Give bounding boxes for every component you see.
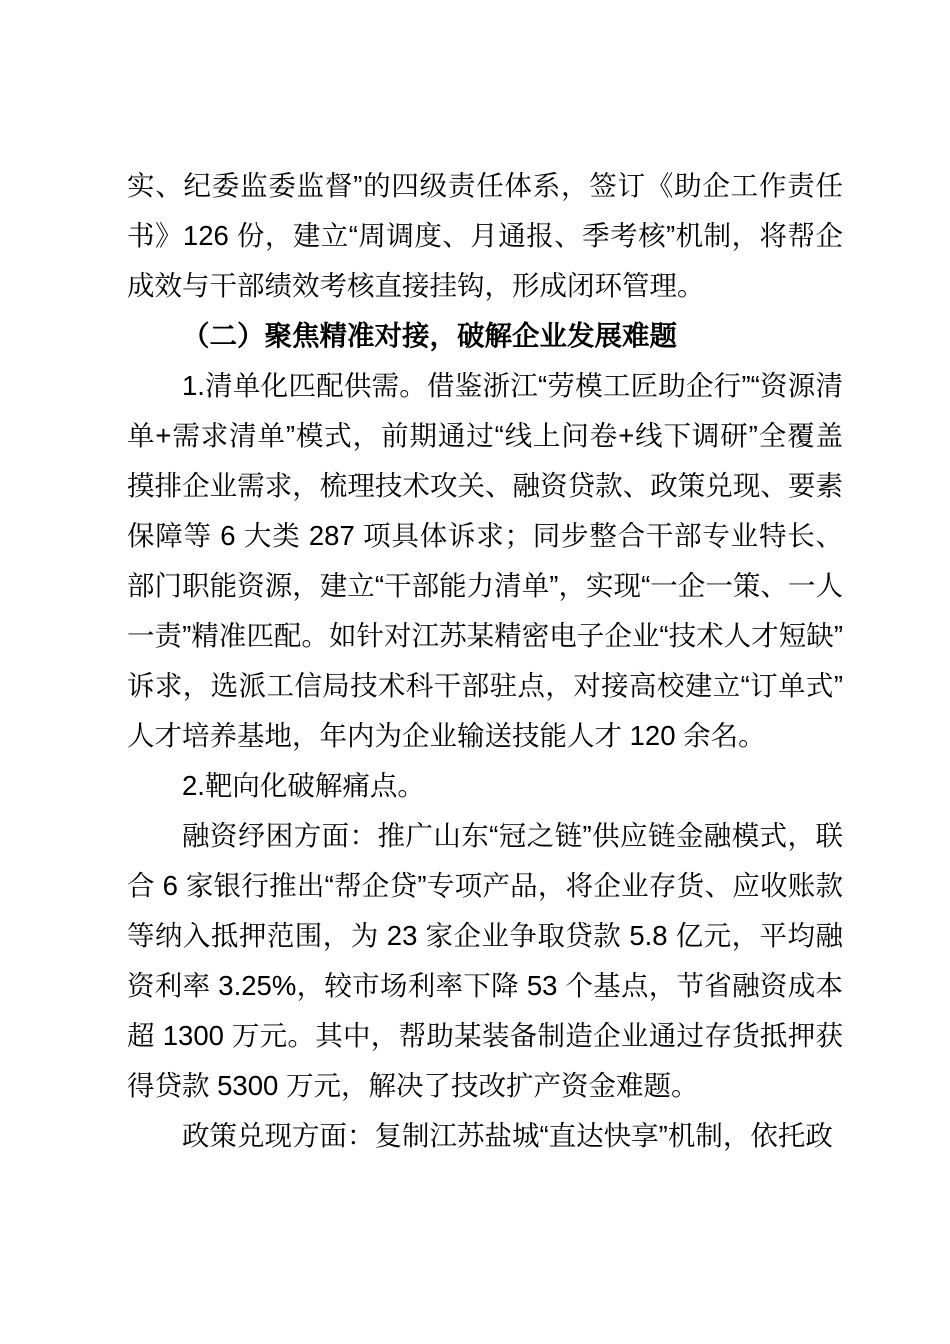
body-paragraph-financing: 融资纾困方面：推广山东“冠之链”供应链金融模式，联合 6 家银行推出“帮企贷”专项产品，将企业存货、应收账款等纳入抵押范围，为 23 家企业争取贷款 5.8 亿元，平均融资利率 3.25%，较市场利率下降 53 个基点，节省融资成本超 1300 万元。其中，帮助某装备制造企业通过存货抵押获得贷款 5300 万元，解决了技改扩产资金难题。 (127, 820, 843, 1101)
body-paragraph-point-2: 2.靶向化破解痛点。 (182, 770, 425, 801)
body-paragraph-continuation: 实、纪委监委监督”的四级责任体系，签订《助企工作责任书》126 份，建立“周调度、月通报、季考核”机制，将帮企成效与干部绩效考核直接挂钩，形成闭环管理。 (127, 170, 843, 301)
body-paragraph-point-1: 1.清单化匹配供需。借鉴浙江“劳模工匠助企行”“资源清单+需求清单”模式，前期通过“线上问卷+线下调研”全覆盖摸排企业需求，梳理技术攻关、融资贷款、政策兑现、要素保障等 6 大类 287 项具体诉求；同步整合干部专业特长、部门职能资源，建立“干部能力清单”，实现“一企一策、一人一责”精准匹配。如针对江苏某精密电子企业“技术人才短缺”诉求，选派工信局技术科干部驻点，对接高校建立“订单式”人才培养基地，年内为企业输送技能人才 120 余名。 (127, 370, 843, 751)
section-heading: （二）聚焦精准对接，破解企业发展难题 (182, 320, 677, 351)
body-paragraph-policy: 政策兑现方面：复制江苏盐城“直达快享”机制，依托政 (182, 1120, 833, 1151)
document-text-block (127, 161, 843, 1161)
